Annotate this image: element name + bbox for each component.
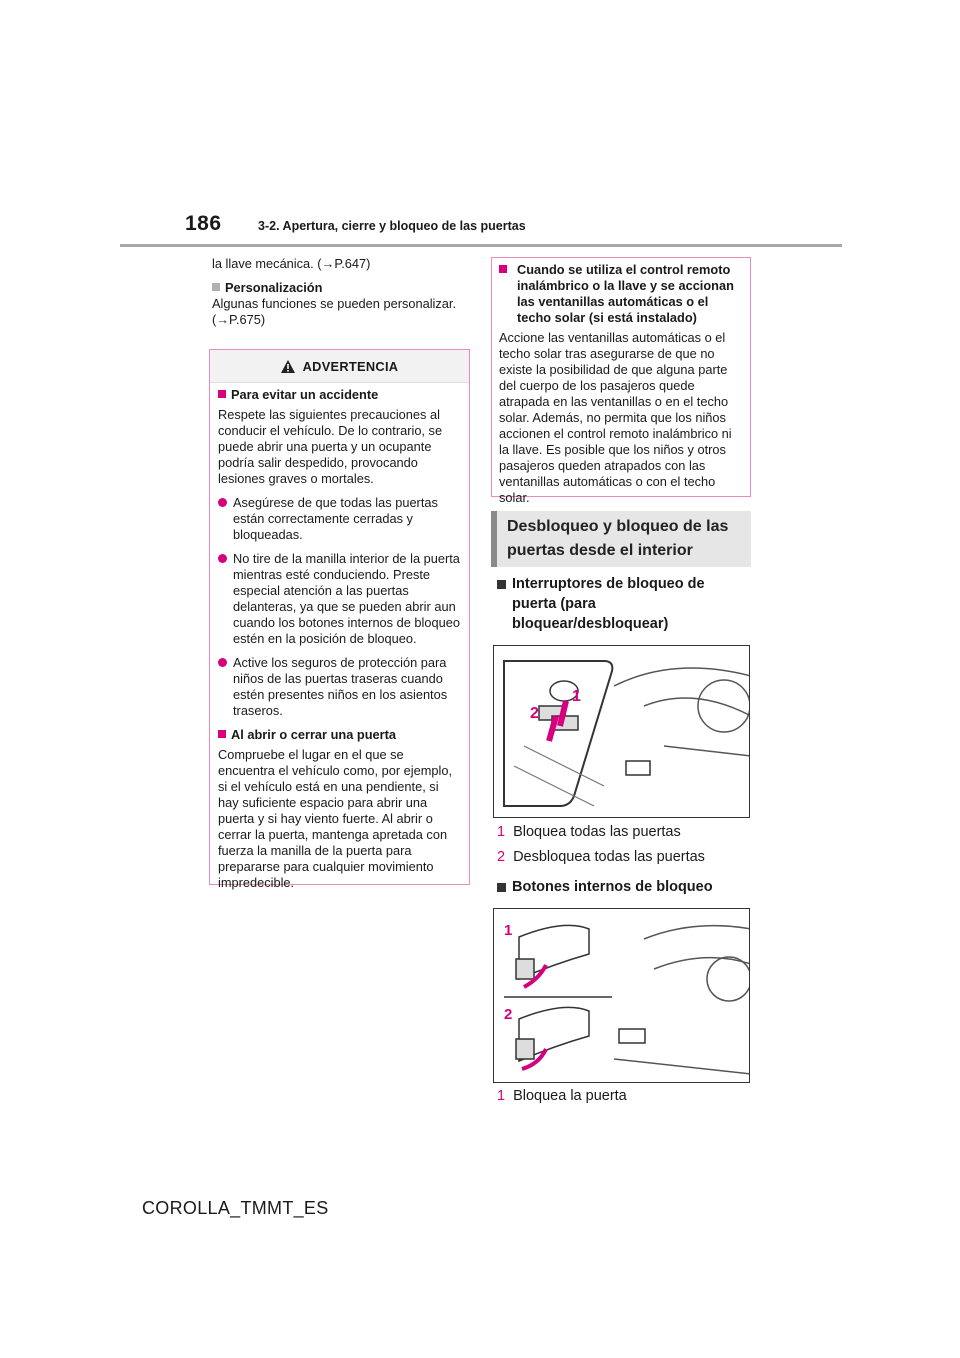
warning-bullet-2: No tire de la manilla interior de la puerta mientras esté conduciendo. Preste especial atención a las puertas delanteras, ya que se pueden abrir aun cuando los botones internos de bloqueo estén en la posición de bloqueo. <box>218 551 461 647</box>
bullet-dot-icon <box>218 554 227 563</box>
warning-text-2: Compruebe el lugar en el que se encuentra el vehículo como, por ejemplo, si el vehículo está en una pendiente, si hay suficiente espacio para abrir una puerta y si hay viento fuerte. Al abrir o cerrar la puerta, mantenga apretada con fuerza la manilla de la puerta para prepararse para cualquier movimiento impredecible. <box>218 747 453 890</box>
warning-sub-heading-2: Al abrir o cerrar una puerta <box>218 727 461 743</box>
personalization-heading: Personalización <box>212 280 470 296</box>
intro-text: la llave mecánica. (→P.647) <box>212 256 371 271</box>
warning-bullet-3: Active los seguros de protección para niños de las puertas traseras cuando estén presentes niños en los asientos traseros. <box>218 655 461 719</box>
left-column <box>212 256 470 328</box>
info-text: Accione las ventanillas automáticas o el techo solar tras asegurarse de que no existe la posibilidad de que alguna parte del cuerpo de los pasajeros quede atrapada en las ventanillas o en el techo solar. Además, no permita que los niños accionen el control remoto inalámbrico ni la llave. Es posible que los niños y otros pasajeros queden atrapados con las ventanillas automáticas o con el techo solar. <box>499 330 732 505</box>
page-number: 186 <box>185 212 222 235</box>
door-lock-switch-illustration <box>494 646 750 818</box>
bullet-dot-icon <box>218 658 227 667</box>
warning-box <box>209 349 470 890</box>
bullet-dot-icon <box>218 498 227 507</box>
info-heading: Cuando se utiliza el control remoto inalámbrico o la llave y se accionan las ventanillas automáticas o el techo solar (si está instalado) <box>499 262 743 326</box>
warning-bullet-1: Asegúrese de que todas las puertas están correctamente cerradas y bloqueadas. <box>218 495 461 543</box>
door-lock-switch-figure <box>493 645 750 818</box>
section-title: 3-2. Apertura, cierre y bloqueo de las puertas <box>258 219 526 233</box>
caption-lock-all: 1 Bloquea todas las puertas <box>497 824 681 840</box>
figure-label-1: 1 <box>572 688 581 705</box>
square-bullet-icon <box>497 883 506 892</box>
internal-lock-button-figure <box>493 908 750 1083</box>
caption-unlock-all: 2 Desbloquea todas las puertas <box>497 849 705 865</box>
document-code: COROLLA_TMMT_ES <box>142 1198 329 1218</box>
square-bullet-icon <box>218 390 226 398</box>
warning-header <box>210 350 469 383</box>
info-box <box>491 257 751 505</box>
square-bullet-icon <box>499 265 507 273</box>
warning-body <box>210 383 469 891</box>
warning-sub-heading-1: Para evitar un accidente <box>218 387 461 403</box>
warning-triangle-icon <box>281 360 295 373</box>
header-rule <box>120 244 842 247</box>
figure-label-2: 2 <box>504 1006 513 1023</box>
internal-lock-button-illustration <box>494 909 750 1083</box>
section-heading: Desbloqueo y bloqueo de las puertas desde el interior <box>491 511 751 567</box>
square-bullet-icon <box>218 730 226 738</box>
square-bullet-icon <box>212 283 220 291</box>
figure-label-2: 2 <box>530 705 539 722</box>
warning-text-1: Respete las siguientes precauciones al conducir el vehículo. De lo contrario, se puede abrir una puerta y un ocupante podría salir despedido, provocando lesiones graves o mortales. <box>218 407 443 486</box>
square-bullet-icon <box>497 580 506 589</box>
warning-title: ADVERTENCIA <box>302 358 399 374</box>
switch-subheading: Interruptores de bloqueo de puerta (para bloquear/desbloquear) <box>497 574 737 634</box>
caption-lock-door: 1 Bloquea la puerta <box>497 1088 627 1104</box>
figure-label-1: 1 <box>504 922 513 939</box>
personalization-text: Algunas funciones se pueden personalizar. (→P.675) <box>212 296 457 327</box>
internal-buttons-subheading: Botones internos de bloqueo <box>497 877 737 897</box>
